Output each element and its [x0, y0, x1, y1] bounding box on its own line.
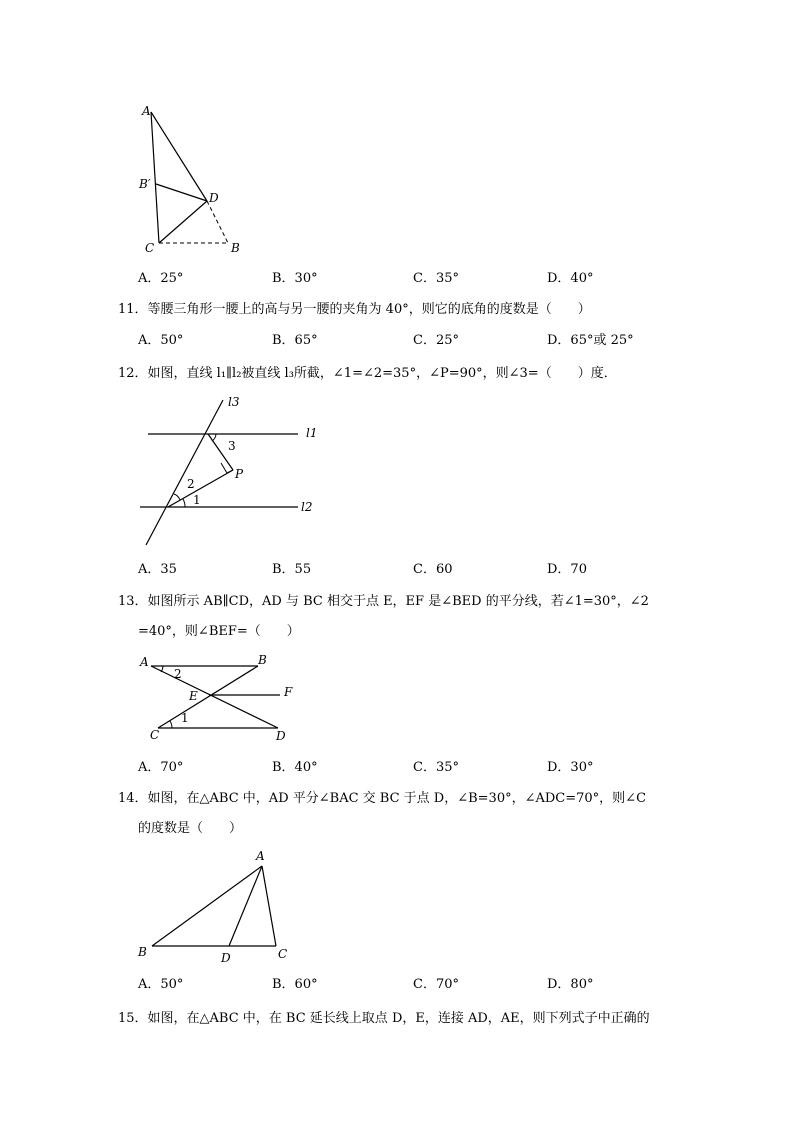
q12-option-a: A．35 — [138, 562, 177, 577]
q13-option-d: D．30° — [547, 760, 594, 775]
q10-option-c: C．35° — [413, 271, 459, 286]
q13-option-a: A．70° — [138, 760, 184, 775]
label-C: C — [278, 947, 288, 961]
q11-stem: 11．等腰三角形一腰上的高与另一腰的夹角为 40°，则它的底角的度数是（ ） — [118, 302, 591, 317]
label-l1: l1 — [306, 426, 318, 440]
q11-option-d: D．65°或 25° — [547, 333, 634, 348]
q14-option-d: D．80° — [547, 977, 594, 992]
q15-stem: 15．如图，在△ABC 中，在 BC 延长线上取点 D，E，连接 AD，AE，则下列式子中正确的 — [118, 1011, 650, 1026]
segment-CD — [159, 201, 207, 243]
label-A: A — [142, 104, 151, 118]
label-l3: l3 — [228, 395, 240, 409]
q14-option-a: A．50° — [138, 977, 184, 992]
label-B: B — [258, 653, 267, 667]
segment-AD — [151, 112, 207, 201]
label-D: D — [221, 951, 231, 965]
q10-option-b: B．30° — [272, 271, 318, 286]
arc-angle-2 — [174, 494, 180, 500]
q14-stem-line1: 14．如图，在△ABC 中，AD 平分∠BAC 交 BC 于点 D，∠B=30°，∠ADC=70°，则∠C — [118, 791, 647, 806]
label-angle-3: 3 — [228, 439, 236, 453]
arc-angle-1 — [170, 721, 172, 728]
figure-q14 — [138, 848, 308, 968]
q14-stem-line2: 的度数是（ ） — [138, 821, 243, 836]
label-E: E — [189, 689, 198, 703]
line-l3 — [146, 400, 223, 545]
label-B: B — [138, 945, 147, 959]
label-C: C — [145, 241, 155, 255]
label-A: A — [256, 849, 265, 863]
label-C: C — [150, 728, 160, 742]
q14-option-c: C．70° — [413, 977, 459, 992]
q11-option-a: A．50° — [138, 333, 184, 348]
q14-option-b: B．60° — [272, 977, 318, 992]
q13-stem-line1: 13．如图所示 AB∥CD，AD 与 BC 相交于点 E，EF 是∠BED 的平分线，若∠1=30°，∠2 — [118, 594, 649, 609]
arc-angle-1 — [183, 499, 185, 507]
figure-q10 — [130, 100, 260, 260]
label-Bprime: B′ — [139, 177, 151, 191]
q13-option-b: B．40° — [272, 760, 318, 775]
figure-q12 — [138, 392, 338, 552]
label-A: A — [140, 655, 149, 669]
label-P: P — [235, 467, 244, 481]
q10-option-d: D．40° — [547, 271, 594, 286]
q13-option-c: C．35° — [413, 760, 459, 775]
label-angle-2: 2 — [187, 477, 195, 491]
figure-q13 — [138, 652, 318, 747]
q10-option-a: A．25° — [138, 271, 184, 286]
label-angle-2: 2 — [174, 667, 182, 681]
segment-BC — [158, 666, 258, 728]
label-angle-1: 1 — [193, 493, 201, 507]
label-D: D — [209, 191, 219, 205]
q12-stem: 12．如图，直线 l₁∥l₂被直线 l₃所截，∠1=∠2=35°，∠P=90°，则∠3=（ ）度． — [118, 366, 617, 381]
q13-stem-line2: =40°，则∠BEF=（ ） — [138, 624, 300, 639]
q11-option-c: C．25° — [413, 333, 459, 348]
arc-angle-3 — [212, 434, 216, 441]
label-l2: l2 — [301, 500, 313, 514]
segment-AC — [151, 112, 159, 243]
label-angle-1: 1 — [181, 711, 189, 725]
label-B: B — [231, 241, 240, 255]
segment-AC — [262, 866, 276, 946]
label-D: D — [276, 729, 286, 743]
dashed-DB — [207, 201, 228, 243]
q11-option-b: B．65° — [272, 333, 318, 348]
q12-option-c: C．60 — [413, 562, 453, 577]
segment-AD — [151, 666, 278, 728]
q12-option-b: B．55 — [272, 562, 312, 577]
segment-BprimeD — [156, 184, 207, 201]
label-F: F — [284, 685, 293, 699]
q12-option-d: D．70 — [547, 562, 587, 577]
